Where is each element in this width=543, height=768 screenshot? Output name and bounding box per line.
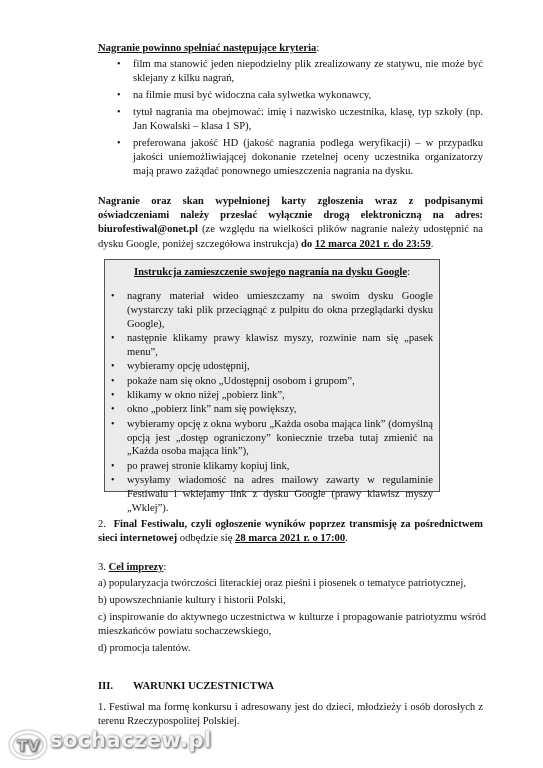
send-paragraph: Nagranie oraz skan wypełnionej karty zgłoszenia wraz z podpisanymi oświadczeniami należy przesłać wyłącznie drogą elektroniczną na adres: biurofestiwal@onet.pl (ze względu na wielkości plików nagranie należy udostępnić na dysku Google, poniżej szczegółowa instrukcja) do 12 marca 2021 r. do 23:59. (98, 196, 483, 250)
section-heading: III. WARUNKI UCZESTNICTWA (98, 681, 275, 692)
bullet-icon: • (111, 404, 115, 416)
bullet-icon: • (111, 375, 115, 387)
list-item: • film ma stanowić jeden niepodzielny plik zrealizowany ze statywu, nie może być sklejany z kilku nagrań, (117, 59, 483, 85)
list-item: • klikamy w okno niżej „pobierz link”, (111, 389, 285, 401)
instruction-box (104, 259, 440, 514)
goal-item: c) inspirowanie do aktywnego uczestnictwa w kulturze i propagowanie patriotyzmu wśród mieszkańców powiatu sochaczewskiego, (98, 611, 486, 637)
bullet-icon: • (111, 460, 115, 472)
criteria-heading: Nagranie powinno spełniać następujące kryteria: (98, 43, 320, 54)
list-item: • wybieramy opcję z okna wyboru „Każda osoba mająca link” (domyślną opcją jest „dostęp ograniczony” koniecznie trzeba tutaj zmienić na „Każda osoba mająca link”), (111, 418, 433, 458)
sochaczew-logo-icon (8, 726, 48, 760)
bullet-icon: • (117, 59, 121, 70)
final-paragraph: 2. Final Festiwalu, czyli ogłoszenie wyników poprzez transmisję za pośrednictwem sieci internetowej odbędzie się 28 marca 2021 r. o 17:00. (98, 519, 484, 545)
list-item: • preferowana jakość HD (jakość nagrania podlega weryfikacji) – w przypadku jakości uniemożliwiającej dokonanie rzetelnej oceny uczestnika organizatorzy mają prawo zażądać ponownego umieszczenia nagrania na dysku. (117, 137, 483, 178)
list-item: • nagrany materiał wideo umieszczamy na swoim dysku Google (wystarczy taki plik przeciągnąć z pulpitu do okna przeglądarki dysku Google), (111, 291, 433, 330)
list-item: • po prawej stronie klikamy kopiuj link, (111, 460, 290, 472)
goal-item: b) upowszechnianie kultury i historii Polski, (98, 594, 286, 606)
watermark-text: sochaczew.pl (50, 728, 212, 752)
list-item: • okno „pobierz link” nam się powiększy, (111, 404, 297, 416)
svg-text:TV: TV (17, 737, 40, 755)
list-item: • następnie klikamy prawy klawisz myszy, rozwinie nam się „pasek menu”, (111, 332, 433, 358)
section-paragraph: 1. Festiwal ma formę konkursu i adresowany jest do dzieci, młodzieży i osób dorosłych z terenu Rzeczypospolitej Polskiej. (98, 702, 483, 728)
bullet-icon: • (111, 418, 115, 430)
bullet-icon: • (111, 332, 115, 344)
goals-heading: 3. Cel imprezy: (98, 562, 167, 573)
watermark (8, 724, 248, 764)
goal-item: d) promocja talentów. (98, 642, 191, 654)
list-item: • tytuł nagrania ma obejmować: imię i nazwisko uczestnika, klasę, typ szkoły (np. Jan Kowalski – klasa 1 SP), (117, 106, 483, 132)
instruction-title: Instrukcja zamieszczenie swojego nagrania na dysku Google: (133, 267, 411, 278)
bullet-icon: • (111, 361, 115, 373)
bullet-icon: • (111, 389, 115, 401)
list-item: • wybieramy opcję udostępnij, (111, 361, 250, 373)
goal-item: a) popularyzacja twórczości literackiej oraz pieśni i piosenek o tematyce patriotycznej, (98, 578, 466, 589)
list-item: • na filmie musi być widoczna cała sylwetka wykonawcy, (115, 89, 483, 103)
goals-list (98, 577, 486, 656)
bullet-icon: • (117, 106, 121, 118)
bullet-icon: • (117, 137, 121, 149)
list-item: • wysyłamy wiadomość na adres mailowy zawarty w regulaminie Festiwalu i wklejamy link z dysku Google (prawy klawisz myszy „Wklej”). (111, 475, 433, 514)
bullet-icon: • (111, 475, 115, 487)
bullet-icon: • (117, 90, 121, 101)
criteria-list (115, 58, 483, 182)
list-item: • pokaże nam się okno „Udostępnij osobom i grupom”, (111, 375, 355, 387)
bullet-icon: • (111, 291, 115, 302)
